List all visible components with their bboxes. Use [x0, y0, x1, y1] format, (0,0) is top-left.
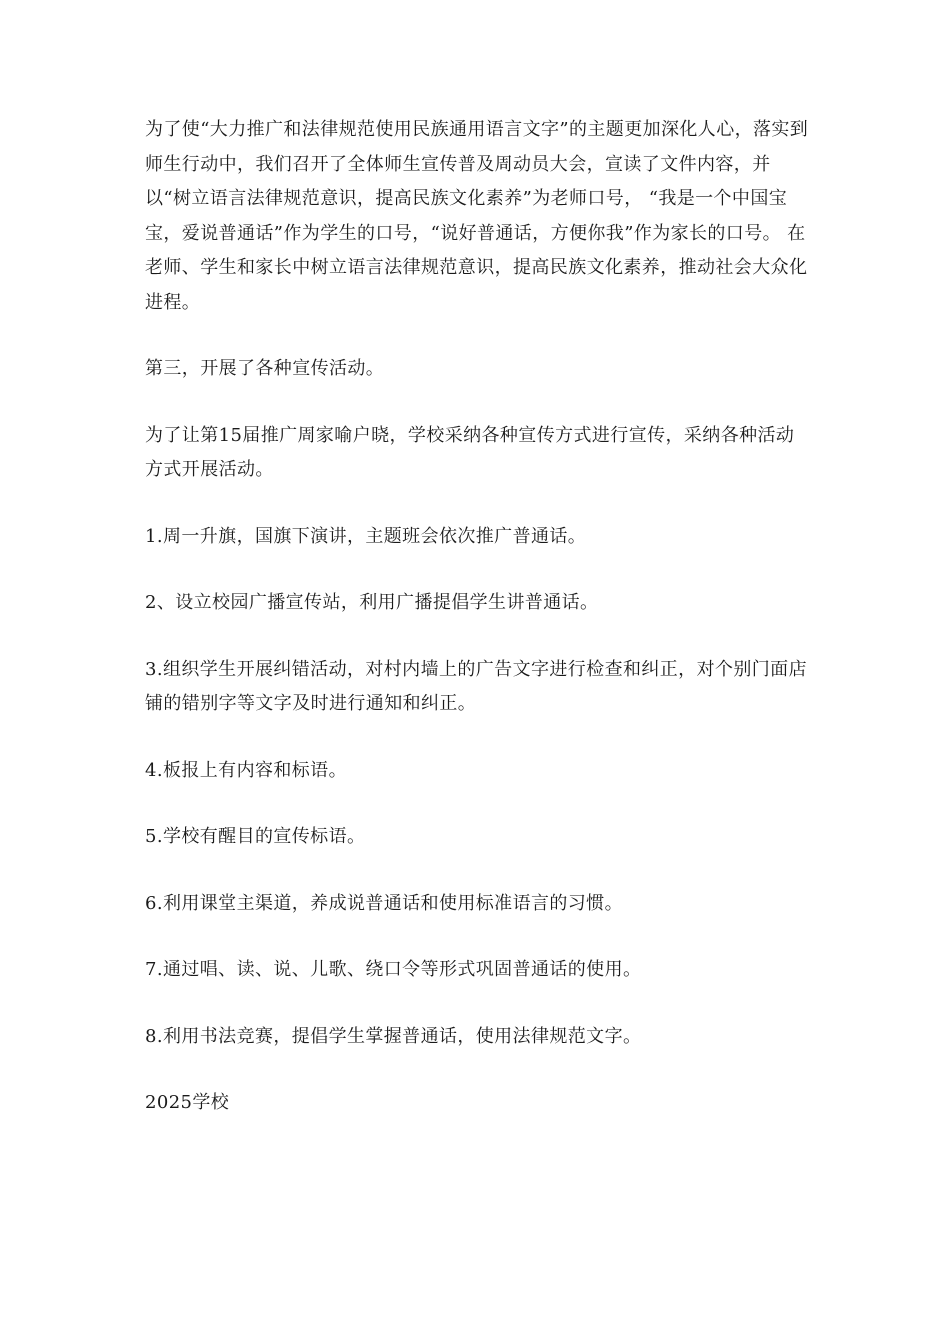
list-item-8: 8.利用书法竞赛，提倡学生掌握普通话，使用法律规范文字。 [145, 1025, 642, 1047]
list-item-2: 2、设立校园广播宣传站，利用广播提倡学生讲普通话。 [145, 592, 599, 613]
paragraph-section-heading: 第三，开展了各种宣传活动。 [145, 358, 385, 379]
document-body [145, 113, 810, 1153]
list-item-3: 3.组织学生开展纠错活动，对村内墙上的广告文字进行检查和纠正，对个别门面店铺的错别字等文字及时进行通知和纠正。 [145, 658, 807, 714]
paragraph-intro: 为了使“大力推广和法律规范使用民族通用语言文字”的主题更加深化人心，落实到师生行动中，我们召开了全体师生宣传普及周动员大会，宣读了文件内容，并以“树立语言法律规范意识，提高民族文化素养”为老师口号， “我是一个中国宝宝，爱说普通话”作为学生的口号，“说好普通话，方便你我”作为家长的口号。 在老师、学生和家长中树立语言法律规范意识，提高民族文化素养，推动社会大众化进程。 [145, 119, 809, 313]
list-item-7: 7.通过唱、读、说、儿歌、绕口令等形式巩固普通话的使用。 [145, 959, 642, 980]
list-item-1: 1.周一升旗，国旗下演讲，主题班会依次推广普通话。 [145, 525, 587, 547]
list-item-5: 5.学校有醒目的宣传标语。 [145, 826, 366, 847]
signature-line: 2025学校 [145, 1092, 230, 1113]
list-item-4: 4.板报上有内容和标语。 [145, 759, 347, 781]
paragraph-activities-intro: 为了让第15届推广周家喻户晓，学校采纳各种宣传方式进行宣传，采纳各种活动方式开展活动。 [145, 424, 795, 480]
list-item-6: 6.利用课堂主渠道，养成说普通话和使用标准语言的习惯。 [145, 892, 623, 914]
